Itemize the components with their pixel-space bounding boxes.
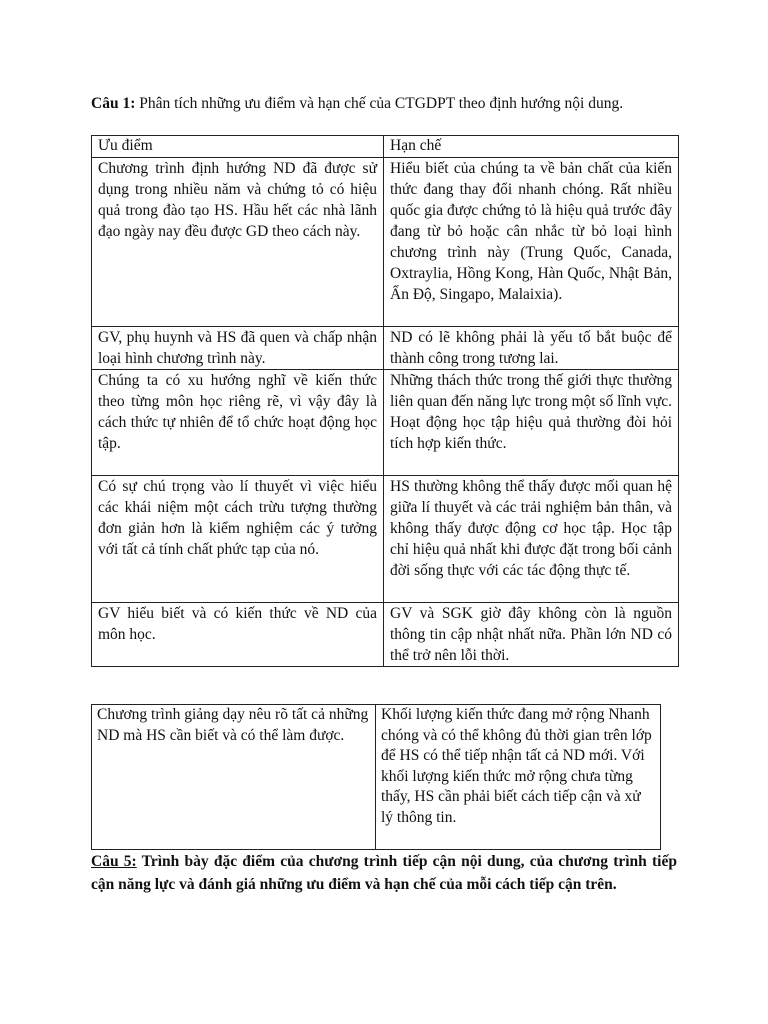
- cons-cell: Những thách thức trong thế giới thực thường liên quan đến năng lực trong một số lĩnh vực. Hoạt động học tập hiệu quả thường đòi hỏi tích hợp kiến thức.: [384, 370, 679, 476]
- question-5-label: Câu 5:: [91, 853, 137, 870]
- question-1: [91, 94, 677, 114]
- header-pros: Ưu điểm: [92, 136, 384, 158]
- question-5: [91, 851, 677, 896]
- pros-cons-table-continued: [91, 704, 661, 850]
- question-5-text: Trình bày đặc điểm của chương trình tiếp cận nội dung, của chương trình tiếp cận năng lực và đánh giá những ưu điểm và hạn chế của mỗi cách tiếp cận trên.: [91, 853, 677, 893]
- table-row: [92, 705, 661, 850]
- cons-cell: HS thường không thể thấy được mối quan hệ giữa lí thuyết và các trải nghiệm bản thân, và không thấy được động cơ học tập. Học tập chỉ hiệu quả nhất khi được đặt trong bối cảnh đời sống thực với các tác động thực tế.: [384, 476, 679, 603]
- table-row: [92, 476, 679, 603]
- pros-cell: Chương trình định hướng ND đã được sử dụng trong nhiều năm và chứng tỏ có hiệu quả trong đào tạo HS. Hầu hết các nhà lãnh đạo ngày nay đều được GD theo cách này.: [92, 158, 384, 327]
- table-row: [92, 158, 679, 327]
- cons-cell: ND có lẽ không phải là yếu tố bắt buộc để thành công trong tương lai.: [384, 327, 679, 370]
- pros-cell: Chúng ta có xu hướng nghĩ về kiến thức theo từng môn học riêng rẽ, vì vậy đây là cách thức tự nhiên để tổ chức hoạt động học tập.: [92, 370, 384, 476]
- cons-cell: GV và SGK giờ đây không còn là nguồn thông tin cập nhật nhất nữa. Phần lớn ND có thể trở nên lỗi thời.: [384, 603, 679, 667]
- pros-cell: GV, phụ huynh và HS đã quen và chấp nhận loại hình chương trình này.: [92, 327, 384, 370]
- pros-cell: GV hiểu biết và có kiến thức về ND của môn học.: [92, 603, 384, 667]
- table-row: [92, 603, 679, 667]
- question-1-label: Câu 1:: [91, 95, 136, 112]
- question-1-text: Phân tích những ưu điểm và hạn chế của CTGDPT theo định hướng nội dung.: [135, 95, 624, 112]
- table-row: [92, 327, 679, 370]
- pros-cell: Có sự chú trọng vào lí thuyết vì việc hiểu các khái niệm một cách trừu tượng thường đơn giản hơn là kiểm nghiệm các ý tưởng với tất cả tính chất phức tạp của nó.: [92, 476, 384, 603]
- table-header-row: [92, 136, 679, 158]
- pros-cell: Chương trình giảng dạy nêu rõ tất cả những ND mà HS cần biết và có thể làm được.: [92, 705, 376, 850]
- cons-cell: Hiểu biết của chúng ta về bản chất của kiến thức đang thay đổi nhanh chóng. Rất nhiều quốc gia được chứng tỏ là hiệu quả trước đây đang từ bỏ hoặc cân nhắc từ bỏ loại hình chương trình này (Trung Quốc, Canada, Oxtraylia, Hồng Kong, Hàn Quốc, Nhật Bản, Ấn Độ, Singapo, Malaixia).: [384, 158, 679, 327]
- cons-cell: Khối lượng kiến thức đang mở rộng Nhanh chóng và có thể không đủ thời gian trên lớp để HS có thể tiếp nhận tất cả ND mới. Với khối lượng kiến thức mở rộng chưa từng thấy, HS cần phải biết cách tiếp cận và xử lý thông tin.: [376, 705, 661, 850]
- pros-cons-table: [91, 135, 679, 667]
- header-cons: Hạn chế: [384, 136, 679, 158]
- table-row: [92, 370, 679, 476]
